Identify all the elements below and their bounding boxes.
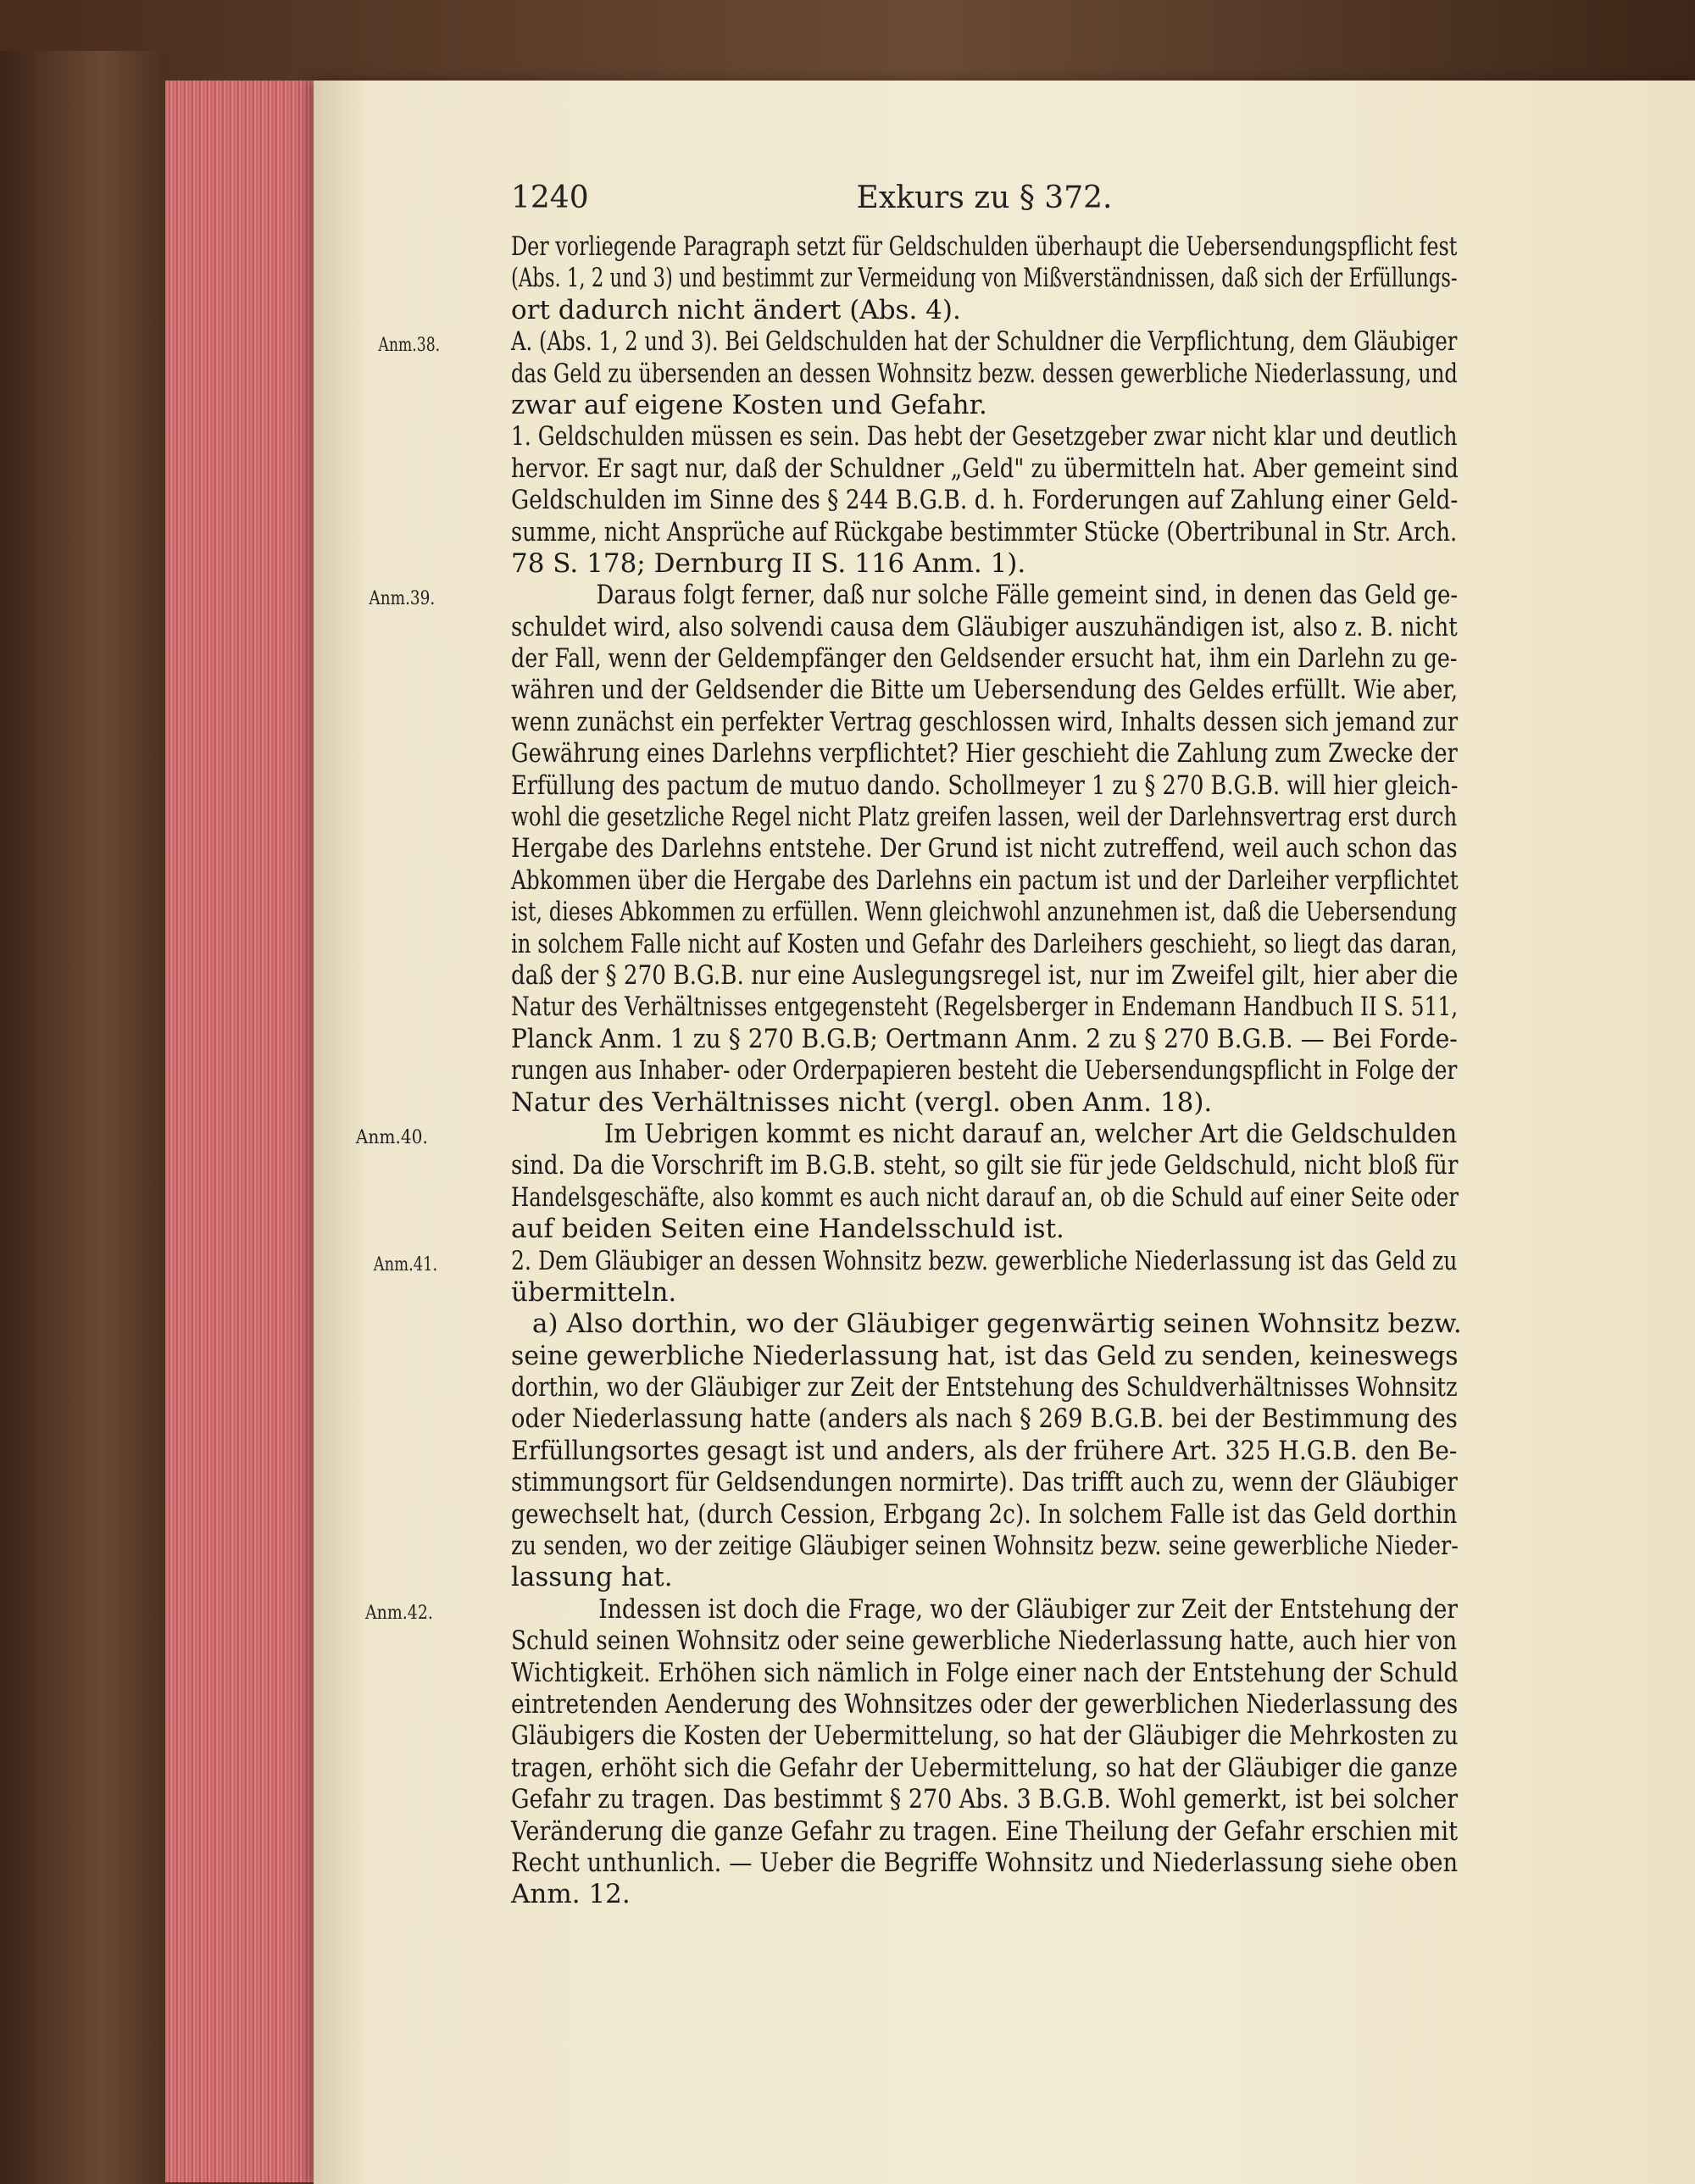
text-line: wohl die gesetzliche Regel nicht Platz greifen lassen, weil der Darlehnsvertrag erst durch — [511, 802, 1458, 833]
text-line: seine gewerbliche Niederlassung hat, ist das Geld zu senden, keineswegs — [511, 1340, 1459, 1371]
book-page — [314, 81, 1695, 2184]
text-line: gewechselt hat, (durch Cession, Erbgang 2c). In solchem Falle ist das Geld dorthin — [511, 1498, 1458, 1530]
text-line: währen und der Geldsender die Bitte um Uebersendung des Geldes erfüllt. Wie aber, — [511, 675, 1459, 706]
text-line: oder Niederlassung hatte (anders als nach § 269 B.G.B. bei der Bestimmung des — [511, 1403, 1458, 1435]
text-line: a) Also dorthin, wo der Gläubiger gegenwärtig seinen Wohnsitz bezw. — [532, 1309, 1462, 1340]
text-line: Anm. 12. — [511, 1879, 631, 1910]
text-line: daß der § 270 B.G.B. nur eine Auslegungsregel ist, nur im Zweifel gilt, hier aber die — [511, 959, 1459, 991]
text-line: Daraus folgt ferner, daß nur solche Fälle gemeint sind, in denen das Geld ge- Anm.39. — [511, 580, 1304, 611]
margin-note: Anm.39. — [369, 588, 436, 610]
running-head: Exkurs zu § 372. — [856, 181, 1113, 215]
text-line: Handelsgeschäfte, also kommt es auch nicht darauf an, ob die Schuld auf einer Seite oder — [511, 1181, 1459, 1213]
text-line: (Abs. 1, 2 und 3) und bestimmt zur Vermeidung von Mißverständnissen, daß sich der Erfüllungs- — [511, 263, 1458, 294]
text-line: Gewährung eines Darlehns verpflichtet? Hier geschieht die Zahlung zum Zwecke der — [511, 738, 1458, 770]
page-header — [511, 181, 1458, 214]
text-line: Planck Anm. 1 zu § 270 B.G.B; Oertmann Anm. 2 zu § 270 B.G.B. — Bei Forde- — [511, 1023, 1458, 1054]
text-line: Gefahr zu tragen. Das bestimmt § 270 Abs. 3 B.G.B. Wohl gemerkt, ist bei solcher — [511, 1784, 1459, 1815]
text-line: Schuld seinen Wohnsitz oder seine gewerbliche Niederlassung hatte, auch hier von — [511, 1625, 1458, 1657]
margin-note: Anm.40. — [355, 1126, 428, 1148]
text-line: tragen, erhöht sich die Gefahr der Uebermittelung, so hat der Gläubiger die ganze — [511, 1752, 1459, 1783]
text-line: dorthin, wo der Gläubiger zur Zeit der Entstehung des Schuldverhältnisses Wohnsitz — [511, 1372, 1458, 1403]
text-line: stimmungsort für Geldsendungen normirte). Das trifft auch zu, wenn der Gläubiger — [511, 1467, 1458, 1498]
text-line: Veränderung die ganze Gefahr zu tragen. Eine Theilung der Gefahr erschien mit — [511, 1815, 1459, 1847]
text-line: ist, dieses Abkommen zu erfüllen. Wenn gleichwohl anzunehmen ist, daß die Uebersendung — [511, 897, 1458, 928]
text-line: wenn zunächst ein perfekter Vertrag geschlossen wird, Inhalts dessen sich jemand zur — [511, 706, 1459, 737]
text-line: eintretenden Aenderung des Wohnsitzes oder der gewerblichen Niederlassung des — [511, 1688, 1459, 1720]
text-line: schuldet wird, also solvendi causa dem Gläubiger auszuhändigen ist, also z. B. nicht — [511, 611, 1458, 642]
text-line: summe, nicht Ansprüche auf Rückgabe bestimmter Stücke (Obertribunal in Str. Arch. — [511, 516, 1458, 547]
text-line: Erfüllungsortes gesagt ist und anders, als der frühere Art. 325 H.G.B. den Be- — [511, 1435, 1458, 1466]
text-line: A. (Abs. 1, 2 und 3). Bei Geldschulden hat der Schuldner die Verpflichtung, dem Gläubiger Anm.38. — [511, 326, 1253, 358]
text-line: Natur des Verhältnisses entgegensteht (Regelsberger in Endemann Handbuch II S. 511, — [511, 992, 1459, 1023]
text-line: zwar auf eigene Kosten und Gefahr. — [511, 389, 987, 420]
text-line: Der vorliegende Paragraph setzt für Geldschulden überhaupt die Uebersendungspflicht fest — [511, 231, 1458, 262]
text-line: sind. Da die Vorschrift im B.G.B. steht, so gilt sie für jede Geldschuld, nicht bloß für — [511, 1150, 1459, 1181]
text-line: 2. Dem Gläubiger an dessen Wohnsitz bezw. gewerbliche Niederlassung ist das Geld zu Anm.41. — [511, 1246, 1279, 1277]
page-number: 1240 — [511, 181, 589, 215]
text-line: der Fall, wenn der Geldempfänger den Geldsender ersucht hat, ihm ein Darlehn zu ge- — [511, 643, 1458, 675]
text-line: das Geld zu übersenden an dessen Wohnsitz bezw. dessen gewerbliche Niederlassung, und — [511, 358, 1458, 389]
text-line: Hergabe des Darlehns entstehe. Der Grund ist nicht zutreffend, weil auch schon das — [511, 833, 1458, 864]
book-cover-edge — [0, 51, 170, 2184]
margin-note: Anm.42. — [365, 1602, 433, 1624]
text-line: lassung hat. — [511, 1562, 673, 1593]
page-edges — [165, 81, 326, 2182]
text-line: auf beiden Seiten eine Handelsschuld ist. — [511, 1214, 1064, 1245]
text-line: 78 S. 178; Dernburg II S. 116 Anm. 1). — [511, 547, 1026, 579]
text-line: übermitteln. — [511, 1276, 677, 1308]
body-text — [355, 231, 1462, 1911]
text-line: Wichtigkeit. Erhöhen sich nämlich in Folge einer nach der Entstehung der Schuld — [511, 1657, 1459, 1688]
margin-note: Anm.41. — [373, 1253, 438, 1275]
text-line: hervor. Er sagt nur, daß der Schuldner „Geld" zu übermitteln hat. Aber gemeint sind — [511, 453, 1459, 484]
text-line: Recht unthunlich. — Ueber die Begriffe Wohnsitz und Niederlassung siehe oben — [511, 1847, 1459, 1878]
text-line: Abkommen über die Hergabe des Darlehns ein pactum ist und der Darleiher verpflichtet — [511, 864, 1459, 896]
text-line: Im Uebrigen kommt es nicht darauf an, welcher Art die Geldschulden Anm.40. — [511, 1119, 1378, 1150]
text-line: Erfüllung des pactum de mutuo dando. Schollmeyer 1 zu § 270 B.G.B. will hier gleich- — [511, 770, 1459, 801]
text-line: 1. Geldschulden müssen es sein. Das hebt der Gesetzgeber zwar nicht klar und deutlich — [511, 421, 1458, 453]
text-line: Gläubigers die Kosten der Uebermittelung, so hat der Gläubiger die Mehrkosten zu — [511, 1720, 1459, 1752]
text-line: zu senden, wo der zeitige Gläubiger seinen Wohnsitz bezw. seine gewerbliche Nieder- — [511, 1531, 1459, 1562]
margin-note: Anm.38. — [378, 335, 441, 357]
text-line: Geldschulden im Sinne des § 244 B.G.B. d. h. Forderungen auf Zahlung einer Geld- — [511, 485, 1459, 516]
text-line: ort dadurch nicht ändert (Abs. 4). — [511, 294, 961, 325]
text-line: in solchem Falle nicht auf Kosten und Gefahr des Darleihers geschieht, so liegt das daran, — [511, 928, 1458, 959]
text-line: Natur des Verhältnisses nicht (vergl. oben Anm. 18). — [511, 1086, 1213, 1118]
text-line: Indessen ist doch die Frage, wo der Gläubiger zur Zeit der Entstehung der Anm.42. — [511, 1594, 1325, 1625]
text-line: rungen aus Inhaber- oder Orderpapieren besteht die Uebersendungspflicht in Folge der — [511, 1055, 1458, 1086]
